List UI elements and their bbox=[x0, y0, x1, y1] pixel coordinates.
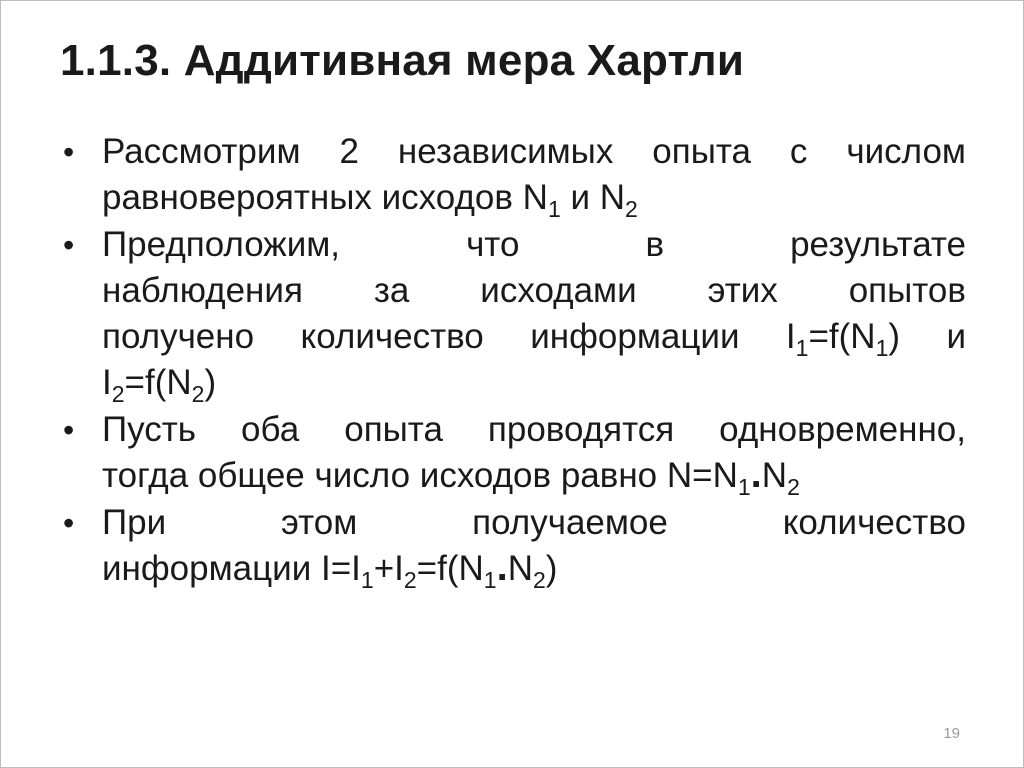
subscript: 2 bbox=[403, 567, 417, 593]
text-segment: =f(N bbox=[808, 317, 876, 356]
text-segment: Предположим, что в результате bbox=[102, 225, 966, 264]
text-segment: При этом получаемое количество bbox=[102, 503, 966, 542]
subscript: 2 bbox=[625, 196, 638, 222]
text-segment: ) и bbox=[888, 317, 967, 356]
bullet-icon: • bbox=[63, 134, 75, 170]
bullet-text bbox=[102, 129, 966, 221]
text-segment: N bbox=[507, 549, 533, 588]
text-segment: информации I=I bbox=[102, 549, 361, 588]
text-line bbox=[102, 407, 966, 453]
text-segment: ) bbox=[545, 549, 558, 588]
subscript: 1 bbox=[795, 335, 809, 361]
text-line bbox=[102, 546, 966, 592]
bullet-icon: • bbox=[63, 412, 75, 448]
subscript: 1 bbox=[547, 196, 561, 222]
text-segment: Рассмотрим 2 независимых опыта с числом bbox=[102, 132, 966, 171]
page-number: 19 bbox=[943, 725, 960, 742]
bullet-icon: • bbox=[63, 505, 75, 541]
text-segment: . bbox=[750, 452, 762, 496]
subscript: 2 bbox=[191, 381, 205, 407]
text-segment: . bbox=[496, 545, 508, 589]
slide-title: 1.1.3. Аддитивная мера Хартли bbox=[60, 36, 745, 85]
text-segment: N bbox=[761, 456, 788, 495]
subscript: 2 bbox=[532, 567, 546, 593]
text-segment: наблюдения за исходами этих опытов bbox=[102, 271, 966, 310]
subscript: 1 bbox=[875, 335, 889, 361]
bullet-text bbox=[102, 222, 966, 406]
text-segment: получено количество информации I bbox=[102, 317, 796, 356]
subscript: 1 bbox=[483, 567, 497, 593]
text-segment: =f(N bbox=[124, 363, 192, 402]
text-segment: I bbox=[102, 363, 112, 402]
text-segment: и N bbox=[560, 178, 626, 217]
text-line bbox=[102, 175, 966, 221]
subscript: 1 bbox=[737, 474, 751, 500]
text-segment: +I bbox=[373, 549, 404, 588]
bullet-icon: • bbox=[63, 227, 75, 263]
bullet-item bbox=[60, 407, 966, 499]
text-segment: ) bbox=[204, 363, 217, 402]
text-segment: равновероятных исходов N bbox=[102, 178, 548, 217]
bullet-item bbox=[60, 500, 966, 592]
text-line bbox=[102, 268, 966, 314]
subscript: 2 bbox=[111, 381, 125, 407]
bullet-text bbox=[102, 407, 966, 499]
text-line bbox=[102, 453, 966, 499]
text-line bbox=[102, 222, 966, 268]
bullet-text bbox=[102, 500, 966, 592]
bullet-item bbox=[60, 222, 966, 406]
text-line bbox=[102, 360, 966, 406]
text-segment: =f(N bbox=[416, 549, 484, 588]
text-line bbox=[102, 314, 966, 360]
text-line bbox=[102, 500, 966, 546]
text-line bbox=[102, 129, 966, 175]
text-segment: Пусть оба опыта проводятся одновременно, bbox=[102, 410, 966, 449]
bullet-item bbox=[60, 129, 966, 221]
bullet-list bbox=[60, 129, 966, 593]
subscript: 2 bbox=[787, 474, 800, 500]
subscript: 1 bbox=[360, 567, 374, 593]
text-segment: тогда общее число исходов равно N=N bbox=[102, 456, 738, 495]
